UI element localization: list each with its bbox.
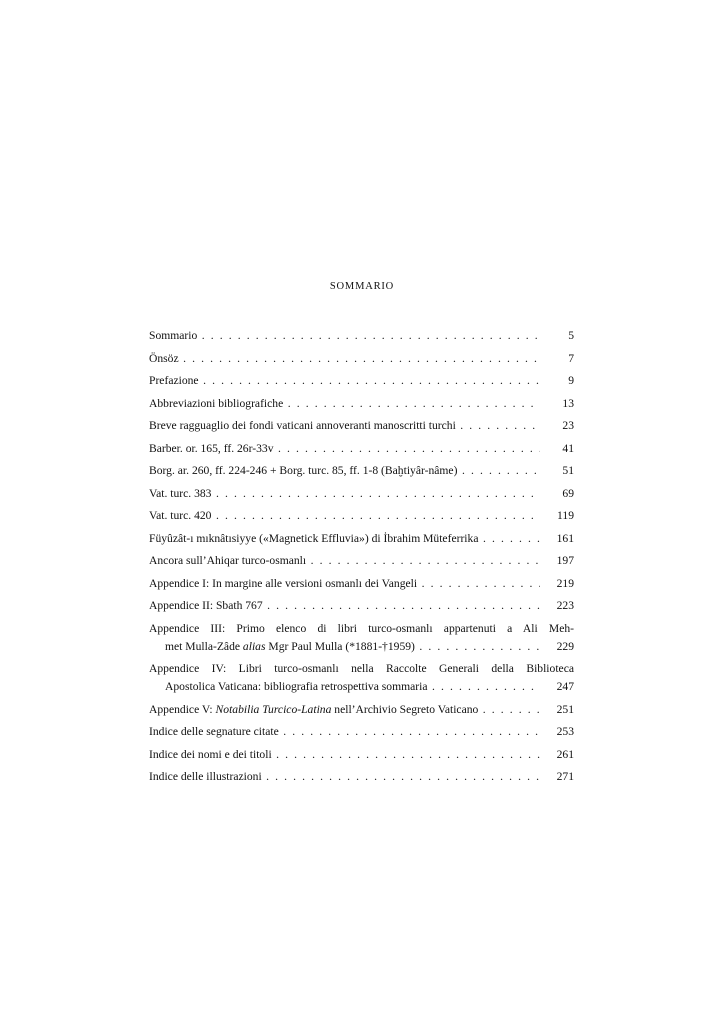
toc-entry	[149, 768, 574, 786]
toc-entry-page: 7	[540, 350, 574, 368]
toc-entry-title-italic: Notabilia Turcico-Latina	[215, 702, 332, 716]
toc-entry	[149, 372, 574, 390]
table-of-contents	[149, 327, 574, 791]
toc-entry	[149, 597, 574, 615]
toc-entry-page: 23	[540, 417, 574, 435]
toc-entry-page: 41	[540, 440, 574, 458]
toc-entry	[149, 620, 574, 656]
toc-entry-title: Borg. ar. 260, ff. 224-246 + Borg. turc. 85, ff. 1-8 (Baḫtiyâr-nâme) . . .	[149, 462, 574, 480]
toc-entry-page: 253	[540, 723, 574, 741]
toc-entry-title-part: nell’Archivio Segreto Vaticano	[331, 702, 479, 716]
toc-entry-page: 5	[540, 327, 574, 345]
toc-entry-title: Indice delle illustrazioni . . .	[149, 768, 574, 786]
toc-entry-title: Appendice II: Sbath 767 . . .	[149, 597, 574, 615]
toc-entry-page: 271	[540, 768, 574, 786]
toc-entry-title: Breve ragguaglio dei fondi vaticani annoveranti manoscritti turchi . . .	[149, 417, 574, 435]
toc-entry	[149, 746, 574, 764]
toc-entry-page: 161	[540, 530, 574, 548]
toc-entry-page: 229	[540, 638, 574, 656]
toc-entry-page: 251	[540, 701, 574, 719]
toc-entry-title: Ancora sull’Ahiqar turco-osmanlı . . .	[149, 552, 574, 570]
toc-entry	[149, 660, 574, 696]
toc-entry-title: Barber. or. 165, ff. 26r-33v . . .	[149, 440, 574, 458]
toc-entry-page: 261	[540, 746, 574, 764]
toc-entry-title-part: met Mulla-Zâde	[165, 639, 243, 653]
toc-entry-page: 9	[540, 372, 574, 390]
toc-entry-title-line1: Appendice IV: Libri turco-osmanlı nella Raccolte Generali della Biblioteca	[149, 662, 574, 675]
toc-entry-page: 223	[540, 597, 574, 615]
toc-entry-title: Füyûzât-ı mıknâtısiyye («Magnetick Effluvia») di İbrahim Müteferrika . . .	[149, 530, 574, 548]
toc-entry	[149, 417, 574, 435]
toc-entry	[149, 350, 574, 368]
toc-entry-title-line2	[149, 638, 574, 656]
toc-entry	[149, 530, 574, 548]
toc-entry-title-line2: Apostolica Vaticana: bibliografia retrospettiva sommaria . . .	[149, 678, 574, 696]
toc-entry-title-part: Mgr Paul Mulla (*1881-†1959)	[265, 639, 415, 653]
toc-entry	[149, 440, 574, 458]
toc-entry-page: 51	[540, 462, 574, 480]
toc-entry	[149, 507, 574, 525]
toc-entry-title: Prefazione . . .	[149, 372, 574, 390]
toc-entry-page: 219	[540, 575, 574, 593]
toc-entry-title	[149, 701, 574, 719]
toc-entry	[149, 723, 574, 741]
toc-entry-title: Abbreviazioni bibliografiche . . .	[149, 395, 574, 413]
toc-entry-title-line1: Appendice III: Primo elenco di libri turco-osmanlı appartenuti a Ali Meh-	[149, 621, 574, 635]
toc-entry	[149, 485, 574, 503]
toc-entry-title: Vat. turc. 420 . . .	[149, 507, 574, 525]
toc-entry-page: 119	[540, 507, 574, 525]
toc-entry	[149, 395, 574, 413]
toc-entry	[149, 327, 574, 345]
toc-entry	[149, 701, 574, 719]
toc-entry-page: 69	[540, 485, 574, 503]
page-title: SOMMARIO	[329, 281, 395, 292]
toc-entry	[149, 575, 574, 593]
toc-entry-title-italic: alias	[242, 639, 266, 653]
toc-entry-title: Indice dei nomi e dei titoli . . .	[149, 746, 574, 764]
toc-entry	[149, 462, 574, 480]
toc-entry-title-part: Appendice V:	[149, 702, 216, 716]
toc-entry-title: Appendice I: In margine alle versioni osmanlı dei Vangeli . . .	[149, 575, 574, 593]
toc-entry	[149, 552, 574, 570]
toc-entry-title: Sommario . . .	[149, 327, 574, 345]
toc-entry-page: 13	[540, 395, 574, 413]
toc-entry-page: 247	[540, 678, 574, 696]
toc-entry-title: Vat. turc. 383 . . .	[149, 485, 574, 503]
toc-entry-page: 197	[540, 552, 574, 570]
toc-entry-title: Önsöz . . .	[149, 350, 574, 368]
toc-entry-title: Indice delle segnature citate . . .	[149, 723, 574, 741]
